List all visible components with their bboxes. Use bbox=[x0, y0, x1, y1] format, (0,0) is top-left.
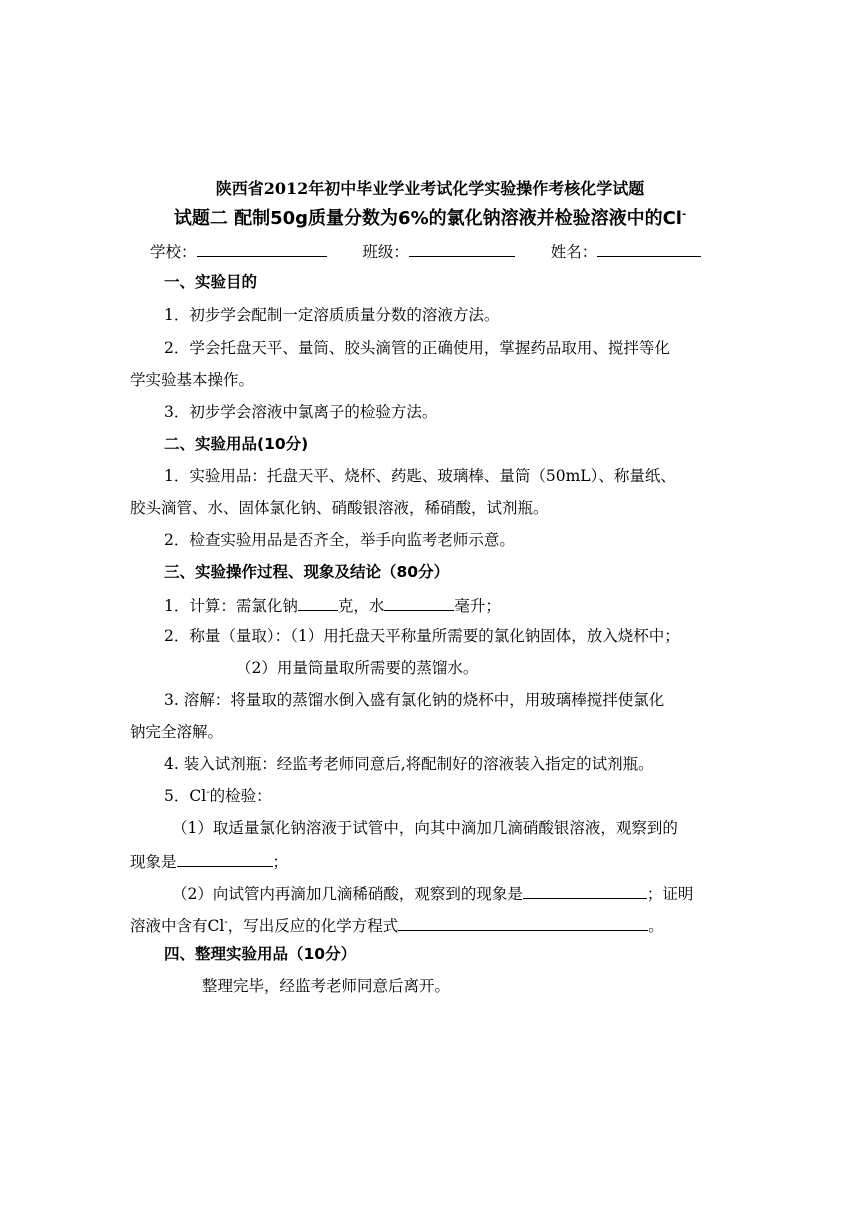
calc-label-a: 1．计算：需氯化钠 bbox=[164, 597, 298, 615]
section2-heading: 二、实验用品(10分) bbox=[164, 435, 309, 453]
q2-label-d: ，写出反应的化学方程式 bbox=[227, 917, 399, 935]
equation-blank[interactable] bbox=[398, 914, 648, 931]
q2-label-b: ；证明 bbox=[646, 885, 694, 903]
student-info-row bbox=[150, 240, 750, 262]
subtitle-superscript: - bbox=[681, 209, 687, 220]
section4-heading: 四、整理实验用品（10分） bbox=[164, 945, 357, 963]
bottle-line: 4. 装入试剂瓶：经监考老师同意后,将配制好的溶液装入指定的试剂瓶。 bbox=[164, 755, 654, 773]
q2-end: 。 bbox=[648, 917, 664, 935]
question1-line1: （1）取适量氯化钠溶液于试管中，向其中滴加几滴硝酸银溶液，观察到的 bbox=[172, 819, 678, 837]
exam-subtitle bbox=[0, 204, 860, 230]
class-blank[interactable] bbox=[409, 240, 515, 257]
test-superscript: - bbox=[206, 786, 210, 798]
section4-text: 整理完毕，经监考老师同意后离开。 bbox=[202, 977, 451, 995]
school-label: 学校： bbox=[150, 243, 197, 261]
calc-line bbox=[164, 594, 740, 616]
q1-label: 现象是 bbox=[130, 853, 177, 871]
test-label-a: 5．Cl bbox=[164, 787, 207, 805]
q2-phenomenon-blank[interactable] bbox=[523, 882, 647, 899]
q2-label-c: 溶液中含有Cl bbox=[130, 917, 225, 935]
name-blank[interactable] bbox=[597, 240, 701, 257]
question1-line2 bbox=[130, 850, 740, 872]
section1-item2-line2: 学实验基本操作。 bbox=[130, 371, 255, 389]
dissolve-line2: 钠完全溶解。 bbox=[130, 723, 224, 741]
question2-line1 bbox=[172, 882, 740, 904]
section1-item3: 3．初步学会溶液中氯离子的检验方法。 bbox=[164, 403, 438, 421]
q1-phenomenon-blank[interactable] bbox=[177, 850, 273, 867]
water-volume-blank[interactable] bbox=[384, 594, 454, 611]
section2-item1-line2: 胶头滴管、水、固体氯化钠、硝酸银溶液，稀硝酸，试剂瓶。 bbox=[130, 499, 549, 517]
chloride-test-heading bbox=[164, 786, 740, 806]
weigh-line2: （2）用量筒量取所需要的蒸馏水。 bbox=[236, 659, 479, 677]
class-label: 班级： bbox=[362, 243, 409, 261]
name-label: 姓名： bbox=[550, 243, 598, 261]
question2-line2 bbox=[130, 914, 740, 936]
nacl-mass-blank[interactable] bbox=[298, 594, 338, 611]
weigh-line1: 2．称量（量取）：（1）用托盘天平称量所需要的氯化钠固体，放入烧杯中； bbox=[164, 627, 680, 645]
section1-item2-line1: 2．学会托盘天平、量筒、胶头滴管的正确使用，掌握药品取用、搅拌等化 bbox=[164, 339, 670, 357]
test-label-b: 的检验： bbox=[209, 787, 272, 805]
school-blank[interactable] bbox=[197, 240, 327, 257]
section1-item1: 1．初步学会配制一定溶质质量分数的溶液方法。 bbox=[164, 306, 500, 324]
q2-superscript: - bbox=[224, 916, 228, 928]
calc-label-b: 克，水 bbox=[337, 597, 385, 615]
section2-item2: 2．检查实验用品是否齐全，举手向监考老师示意。 bbox=[164, 531, 515, 549]
dissolve-line1: 3. 溶解：将量取的蒸馏水倒入盛有氯化钠的烧杯中，用玻璃棒搅拌使氯化 bbox=[164, 691, 665, 709]
exam-title: 陕西省2012年初中毕业学业考试化学实验操作考核化学试题 bbox=[215, 179, 645, 198]
calc-label-c: 毫升； bbox=[454, 597, 501, 615]
section2-item1-line1: 1．实验用品：托盘天平、烧杯、药匙、玻璃棒、量筒（50mL）、称量纸、 bbox=[164, 467, 676, 485]
subtitle-text: 试题二 配制50g质量分数为6%的氯化钠溶液并检验溶液中的Cl bbox=[173, 208, 682, 229]
q1-end: ； bbox=[272, 853, 289, 871]
section1-heading: 一、实验目的 bbox=[164, 273, 258, 291]
section3-heading: 三、实验操作过程、现象及结论（80分） bbox=[164, 563, 450, 581]
q2-label-a: （2）向试管内再滴加几滴稀硝酸，观察到的现象是 bbox=[172, 885, 523, 903]
